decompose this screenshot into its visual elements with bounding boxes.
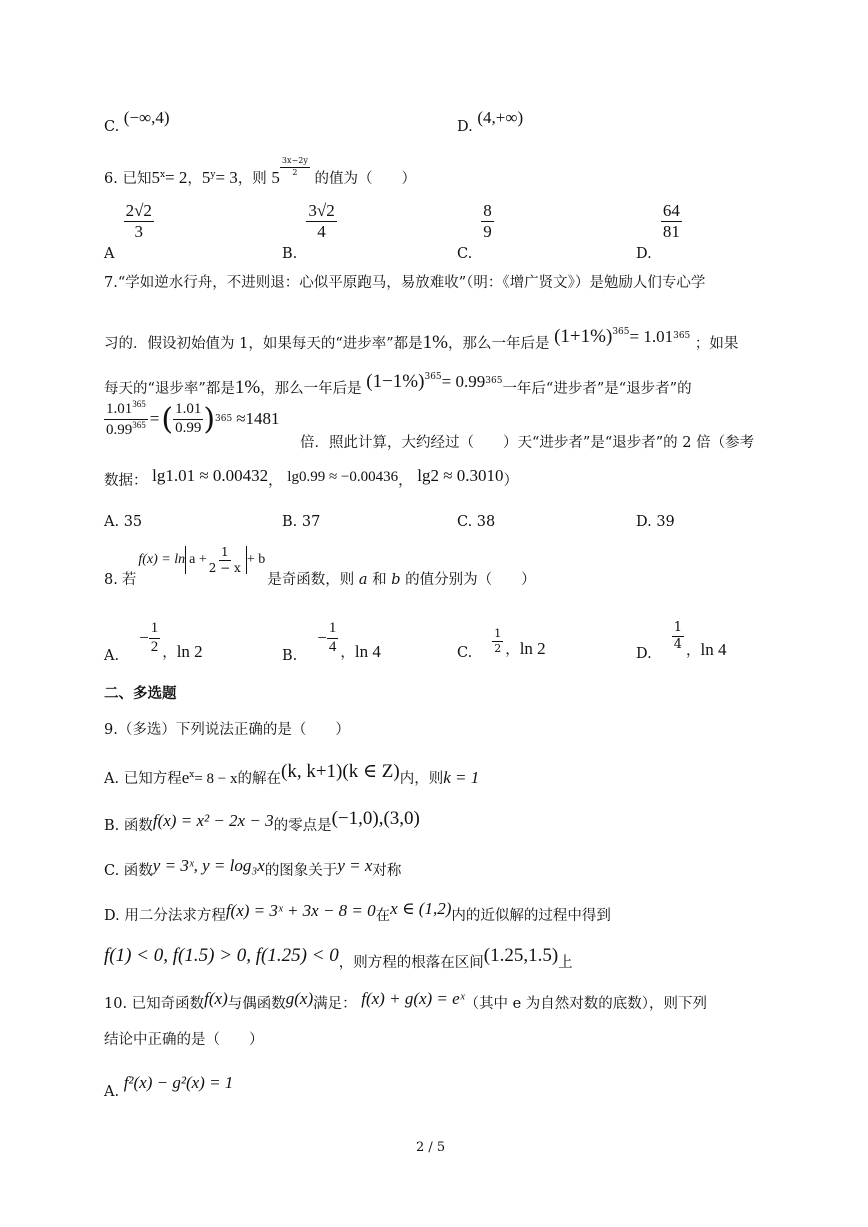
math: f(x) = ln: [138, 552, 186, 568]
math-sup: 365: [132, 399, 146, 409]
math: (−1,0),(3,0): [331, 808, 420, 829]
option-label: D.: [457, 119, 473, 135]
option-text: B. 函数: [104, 818, 153, 834]
stem-text: 与偶函数: [227, 996, 286, 1012]
math-sup: y: [210, 170, 216, 180]
stem-text: ，那么一年后是: [448, 336, 550, 352]
numerator: 1: [494, 627, 502, 640]
stem-text: ，那么一年后是: [260, 381, 362, 397]
option-rest: ，ln 4: [686, 639, 727, 659]
stem-text: ；如果: [694, 336, 739, 352]
stem-text: 是奇函数，则: [267, 572, 355, 589]
q7-option-c: [457, 512, 495, 532]
denominator: 2: [150, 638, 159, 655]
option-label: C.: [457, 645, 473, 662]
q9-option-c: [104, 856, 402, 881]
math: f²(x) − g²(x) = 1: [123, 1073, 234, 1092]
abs-value: [185, 546, 247, 574]
fraction: [672, 621, 684, 651]
math: lg0.99 ≈ −0.00436: [287, 469, 399, 485]
option-label: D.: [636, 646, 652, 663]
question-number: 6.: [104, 171, 118, 187]
option-text: D. 用二分法求方程: [104, 908, 226, 924]
option-text: 的零点是: [273, 818, 332, 834]
option-label: A: [104, 245, 115, 262]
option-label: A.: [104, 648, 120, 665]
denominator: 4: [328, 638, 337, 655]
option-label: C.: [104, 119, 120, 135]
stem-text: ）: [503, 473, 519, 489]
fraction: [327, 621, 339, 656]
stem-text: ，则: [237, 171, 267, 187]
denominator: 2: [494, 641, 502, 655]
option-label: A.: [104, 1084, 120, 1100]
option-expr: (−∞,4): [123, 108, 170, 127]
math-sup: 365: [612, 327, 630, 337]
denominator: 81: [662, 221, 680, 241]
numerator: 3x−2y: [280, 157, 310, 167]
q9-option-d-cont: [104, 945, 573, 973]
option-text: 内，则: [399, 771, 444, 787]
numerator: 1: [149, 621, 161, 639]
q7-line-4: 倍．照此计算，大约经过（ ）天“进步者”是“退步者”的 2 倍（参考: [300, 435, 755, 451]
option-label: D.: [636, 514, 652, 530]
q9-option-b: [104, 808, 420, 836]
math: lg1.01 ≈ 0.00432: [152, 466, 269, 485]
equals-sign: =: [149, 409, 160, 429]
q8-stem: [104, 545, 536, 589]
math: (1+1%): [554, 326, 613, 347]
stem-text: 已知: [122, 171, 152, 187]
stem-text: 和: [372, 572, 387, 589]
math: 1%: [422, 332, 448, 353]
option-rest: ，ln 4: [340, 641, 381, 661]
page-number: 2 / 5: [416, 1140, 446, 1155]
option-text: 内的近似解的过程中得到: [451, 908, 611, 924]
math: f(1) < 0, f(1.5) > 0, f(1.25) < 0: [104, 945, 339, 966]
q10-line-2: 结论中正确的是（ ）: [104, 1032, 264, 1048]
denominator: 4: [317, 221, 326, 241]
math: = 1.01: [629, 327, 674, 346]
math: ln 2: [519, 638, 546, 658]
q6-option-c: [457, 201, 492, 262]
denominator: 0.99: [175, 419, 202, 436]
option-label: B.: [282, 514, 298, 530]
paren-close: ): [203, 401, 216, 437]
numerator: 1.01: [173, 402, 203, 420]
math: (k, k+1)(k ∈ Z): [281, 761, 400, 782]
option-value: 38: [476, 514, 496, 530]
stem-text: 每天的“退步率”都是: [104, 381, 235, 397]
fraction: [481, 202, 494, 241]
math: f(x) + g(x) = eˣ: [361, 989, 465, 1008]
q6-option-d: [636, 201, 680, 262]
math: y = 3ˣ, y = log₃x: [152, 856, 265, 875]
q8-option-d: [636, 620, 727, 663]
option-label: A.: [104, 514, 120, 530]
denominator: [104, 420, 148, 439]
option-value: 35: [123, 514, 143, 530]
exponent-fraction: [280, 157, 310, 177]
q7-option-a: [104, 512, 142, 532]
math: ln 2: [176, 641, 203, 661]
q7-line-5: 数据： lg1.01 ≈ 0.00432， lg0.99 ≈ −0.00436， lg2 ≈ 0.3010）: [104, 466, 519, 489]
q10-line-1: [104, 989, 708, 1014]
fraction: [306, 202, 336, 241]
question-number: 8.: [104, 572, 118, 589]
math: −: [317, 628, 327, 648]
fraction: [149, 621, 161, 656]
math: = 2: [165, 168, 188, 187]
option-expr: (4,+∞): [477, 108, 524, 127]
option-label: C.: [457, 245, 473, 262]
option-text: 的解在: [237, 771, 281, 787]
q7-line-2: [104, 322, 738, 354]
math: ln 4: [354, 641, 381, 661]
denominator: 2: [292, 167, 298, 177]
denominator: 4: [673, 636, 682, 652]
option-label: D.: [636, 245, 652, 262]
fraction: [207, 546, 243, 574]
math: k = 1: [443, 768, 480, 787]
option-label: C.: [457, 514, 473, 530]
q7-option-b: [282, 512, 320, 532]
math: 1.01: [106, 401, 133, 417]
math-sup: 365: [215, 414, 233, 425]
option-text: C. 函数: [104, 863, 153, 879]
numerator: [104, 400, 148, 420]
math-sup: 365: [132, 419, 146, 430]
math: f(x): [204, 989, 228, 1008]
numerator: 3√2: [308, 201, 335, 220]
numerator: 2√2: [125, 201, 152, 220]
option-label: B.: [282, 648, 298, 665]
math-sup: 365: [485, 376, 503, 386]
section-heading: 二、多选题: [104, 686, 177, 702]
stem-text: 满足：: [313, 996, 357, 1012]
q7-option-d: [636, 512, 675, 532]
denominator: 3: [134, 221, 143, 241]
math: (1−1%): [366, 371, 425, 392]
math-sup: 365: [424, 372, 442, 382]
option-rest: ，ln 2: [505, 638, 546, 658]
fraction: [661, 202, 682, 241]
paren-open: (: [161, 401, 174, 437]
q8-option-a: [104, 620, 203, 665]
math: a +: [189, 552, 207, 568]
math: 5: [201, 168, 211, 187]
q8-option-b: [282, 620, 381, 665]
q6-option-b: [282, 201, 335, 262]
stem-text: 的值分别为（ ）: [405, 572, 536, 589]
denominator: 2 − x: [208, 560, 241, 575]
stem-text: 习的．假设初始值为 1，如果每天的“进步率”都是: [104, 336, 423, 352]
math: b: [391, 572, 401, 589]
numerator: 1: [220, 545, 229, 559]
math: e: [181, 768, 190, 787]
math: y = x: [337, 856, 373, 875]
numerator: 64: [662, 201, 680, 220]
math-sup: 365: [673, 331, 691, 341]
option-value: 37: [301, 514, 321, 530]
math: lg2 ≈ 0.3010: [417, 466, 504, 485]
option-text: 的图象关于: [264, 863, 338, 879]
math-sup: x: [159, 170, 166, 180]
numerator: 1: [673, 620, 682, 635]
q7-line-3: [104, 367, 692, 399]
option-value: 39: [656, 514, 675, 530]
stem-text: 10. 已知奇函数: [104, 996, 205, 1012]
math: + b: [246, 552, 266, 568]
math: 0.99: [106, 421, 133, 438]
stem-text: ，: [187, 171, 202, 187]
stem-text: 的值为（ ）: [314, 171, 416, 187]
fraction: [124, 202, 154, 241]
math: a: [358, 572, 368, 589]
math: = 8 − x: [194, 771, 238, 787]
math: ln 4: [700, 639, 727, 659]
q8-stem-rest: [267, 570, 535, 590]
math: −: [139, 628, 149, 648]
q10-option-a: [104, 1073, 234, 1100]
q6-stem: [104, 156, 416, 189]
option-text: A. 已知方程: [104, 771, 182, 787]
option-text: ，则方程的根落在区间: [338, 955, 484, 971]
stem-text: （其中 e 为自然对数的底数），则下列: [464, 996, 708, 1012]
stem-text: 数据：: [104, 473, 148, 489]
q8-formula: [138, 546, 265, 574]
math: f(x) = 3ˣ + 3x − 8 = 0: [225, 901, 376, 920]
numerator: 8: [483, 201, 492, 220]
stem-text: 一年后“进步者”是“退步者”的: [502, 381, 692, 397]
math: 5: [271, 168, 280, 187]
q5-option-d: [457, 108, 524, 137]
denominator: 9: [483, 221, 492, 241]
math: ≈1481: [236, 409, 280, 429]
math: (1.25,1.5): [483, 945, 559, 966]
math: g(x): [285, 989, 314, 1008]
numerator: 1: [327, 621, 339, 639]
fraction: [492, 628, 503, 654]
q8-option-c: [457, 627, 546, 662]
option-label: B.: [282, 245, 298, 262]
math: 1%: [234, 377, 261, 398]
q5-option-c: [104, 108, 170, 137]
math: 5: [151, 168, 160, 187]
math: f(x) = x² − 2x − 3: [152, 811, 274, 830]
q9-option-d: [104, 899, 611, 926]
fraction: [173, 402, 203, 437]
option-text: 对称: [372, 863, 402, 879]
q9-stem: 9.（多选）下列说法正确的是（ ）: [104, 722, 350, 738]
math: = 3: [215, 168, 238, 187]
stem-text: 若: [121, 572, 137, 589]
math: x ∈ (1,2): [390, 899, 452, 918]
option-text: 在: [375, 908, 391, 924]
option-rest: ，ln 2: [162, 641, 203, 661]
option-text: 上: [558, 955, 573, 971]
q6-option-a: [104, 201, 152, 262]
math-sup: x: [189, 770, 195, 780]
fraction: [104, 400, 148, 439]
math: = 0.99: [441, 372, 486, 391]
q7-ratio-formula: [104, 400, 280, 439]
q7-line-1: 7.“学如逆水行舟，不进则退：心似平原跑马，易放难收”（明：《增广贤文》）是勉励人们专心学: [104, 275, 706, 291]
q9-option-a: [104, 761, 480, 789]
